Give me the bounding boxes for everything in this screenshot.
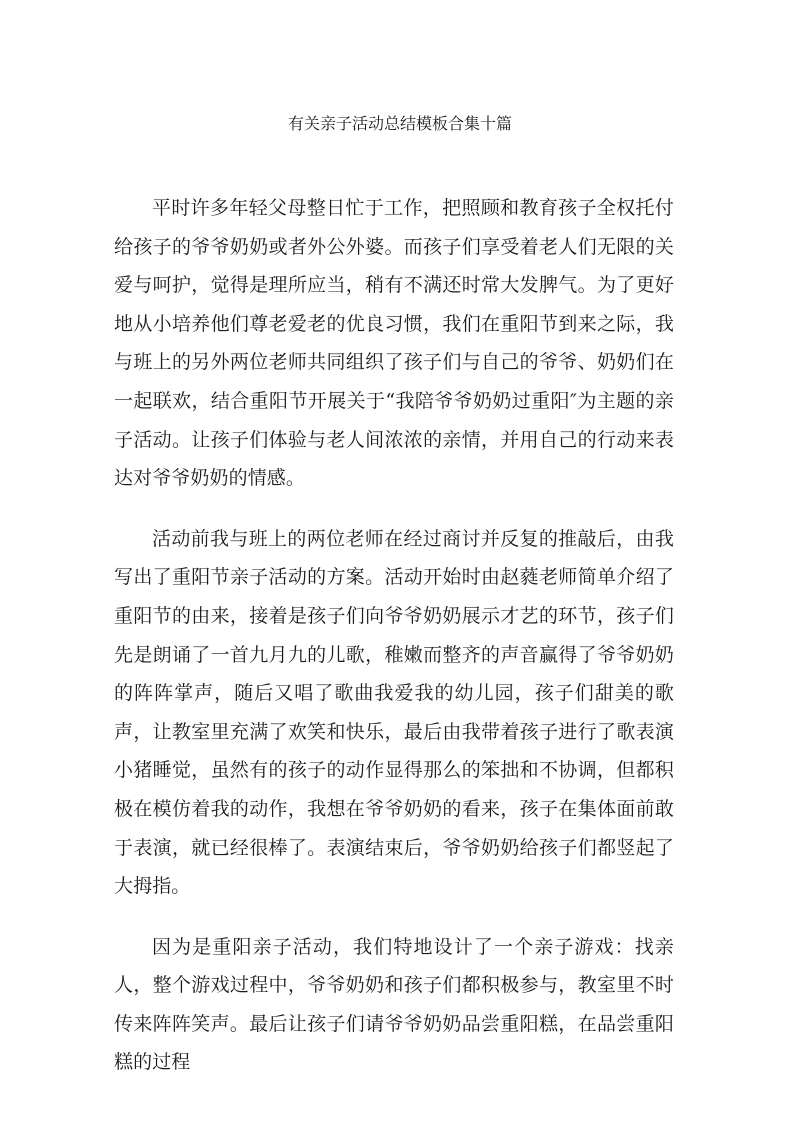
paragraph-1: 平时许多年轻父母整日忙于工作，把照顾和教育孩子全权托付给孩子的爷爷奶奶或者外公外婆。而孩子们享受着老人们无限的关爱与呵护，觉得是理所应当，稍有不满还时常大发脾气。为了更好地从小培养他们尊老爱老的优良习惯，我们在重阳节到来之际，我与班上的另外两位老师共同组织了孩子们与自己的爷爷、奶奶们在一起联欢，结合重阳节开展关于“我陪爷爷奶奶过重阳″为主题的亲子活动。让孩子们体验与老人间浓浓的亲情，并用自己的行动来表达对爷爷奶奶的情感。 xyxy=(114,197,674,490)
document-title: 有关亲子活动总结模板合集十篇 xyxy=(287,114,512,133)
paragraph-3: 因为是重阳亲子活动，我们特地设计了一个亲子游戏：找亲人，整个游戏过程中，爷爷奶奶和孩子们都积极参与，教室里不时传来阵阵笑声。最后让孩子们请爷爷奶奶品尝重阳糕，在品尝重阳糕的过程 xyxy=(114,935,674,1074)
paragraph-2: 活动前我与班上的两位老师在经过商讨并反复的推敲后，由我写出了重阳节亲子活动的方案。活动开始时由赵蕤老师简单介绍了重阳节的由来，接着是孩子们向爷爷奶奶展示才艺的环节，孩子们先是朗诵了一首九月九的儿歌，稚嫩而整齐的声音赢得了爷爷奶奶的阵阵掌声，随后又唱了歌曲我爱我的幼儿园，孩子们甜美的歌声，让教室里充满了欢笑和快乐，最后由我带着孩子进行了歌表演小猪睡觉，虽然有的孩子的动作显得那么的笨拙和不协调，但都积极在模仿着我的动作，我想在爷爷奶奶的看来，孩子在集体面前敢于表演，就已经很棒了。表演结束后，爷爷奶奶给孩子们都竖起了大拇指。 xyxy=(114,527,674,898)
document-body xyxy=(114,189,674,1104)
